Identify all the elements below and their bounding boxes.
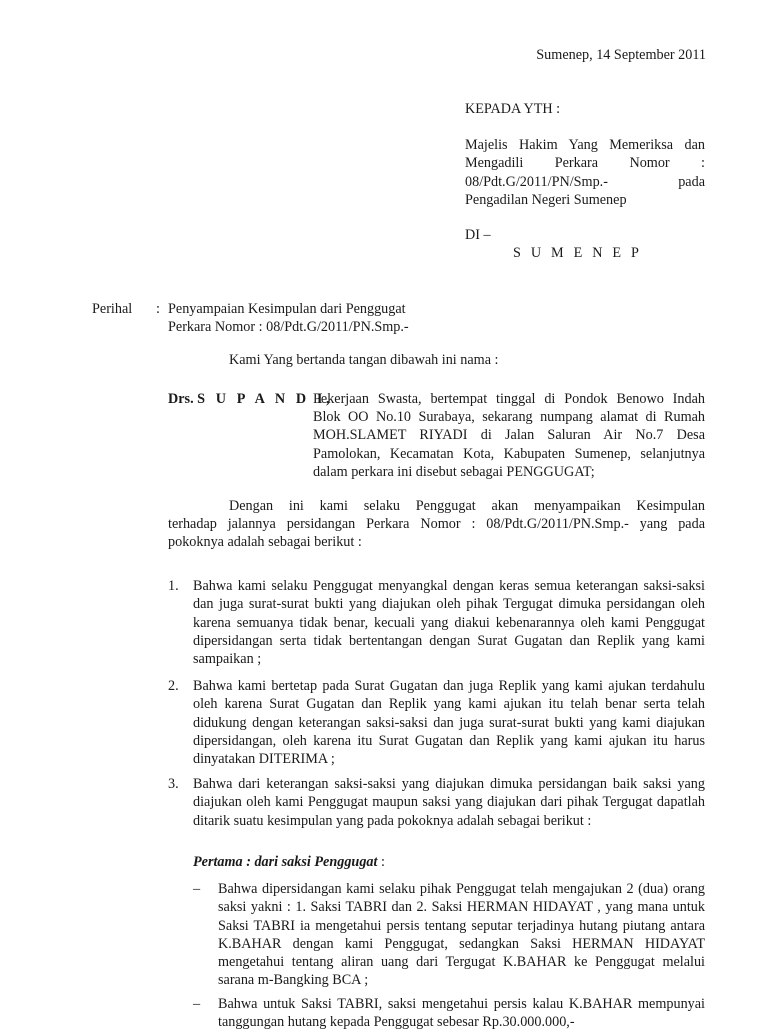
subject-text — [168, 300, 409, 337]
recipient-block — [465, 136, 705, 209]
subsection-heading — [193, 853, 385, 871]
subsection-heading-colon: : — [377, 854, 385, 870]
recipient-line: Mengadili Perkara Nomor : — [465, 155, 705, 172]
party-name — [168, 390, 333, 408]
subject-line: Penyampaian Kesimpulan dari Penggugat — [168, 301, 406, 317]
letter-date: Sumenep, 14 September 2011 — [536, 47, 706, 63]
recipient-line: Pengadilan Negeri Sumenep — [465, 191, 627, 208]
subject-colon: : — [156, 301, 160, 317]
bullet-dash: – — [193, 881, 201, 897]
party-title: Drs. — [168, 391, 194, 407]
bullet-point: Bahwa dipersidangan kami selaku pihak Penggugat telah mengajukan 2 (dua) orang saksi yakni : 1. Saksi TABRI dan 2. Saksi HERMAN HIDAYAT , yang mana untuk Saksi TABRI ia mengetahui persis tentang seputar terjadinya hutang piutang antara K.BAHAR dengan kami Penggugat, sedangkan Saksi HERMAN HIDAYAT mengetahui tentang aliran uang dari Tergugat K.BAHAR ke Penggugat melalui sarana m-Bangking BCA ; — [218, 881, 705, 989]
di-label: DI – — [465, 227, 491, 243]
party-description: Blok OO No.10 Surabaya, sekarang numpang alamat di Rumah MOH.SLAMET RIYADI di Jalan Saluran Air No.7 Desa Pamolokan, Kecamatan Kota, Kabupaten Sumenep, selanjutnya dalam perkara ini disebut sebagai PENGGUGAT; — [313, 409, 705, 480]
party-surname: S U P A N D I, — [197, 391, 334, 407]
party-description-first-line: Pekerjaan Swasta, bertempat tinggal di Pondok Benowo Indah — [313, 391, 705, 407]
recipient-city: S U M E N E P — [513, 245, 643, 261]
recipient-line: 08/Pdt.G/2011/PN/Smp.- pada — [465, 173, 705, 190]
bullet-point: Bahwa untuk Saksi TABRI, saksi mengetahui persis kalau K.BAHAR mempunyai tanggungan hutang kepada Penggugat sebesar Rp.30.000.000,- — [218, 996, 705, 1031]
opening-paragraph: terhadap jalannya persidangan Perkara Nomor : 08/Pdt.G/2011/PN.Smp.- yang pada pokoknya adalah sebagai berikut : — [168, 516, 705, 551]
bullet-dash: – — [193, 996, 201, 1012]
opening-paragraph-first-line: Dengan ini kami selaku Penggugat akan menyampaikan Kesimpulan — [229, 498, 705, 514]
list-item-number: 2. — [168, 678, 179, 694]
list-item-number: 1. — [168, 578, 179, 594]
list-item: Bahwa dari keterangan saksi-saksi yang diajukan dimuka persidangan baik saksi yang diajukan oleh kami Penggugat maupun saksi yang diajukan dari pihak Tergugat dapatlah ditarik suatu kesimpulan yang pada pokoknya adalah sebagai berikut : — [193, 776, 705, 829]
subject-line: Perkara Nomor : 08/Pdt.G/2011/PN.Smp.- — [168, 319, 409, 336]
list-item-number: 3. — [168, 776, 179, 792]
list-item: Bahwa kami bertetap pada Surat Gugatan dan juga Replik yang kami ajukan terdahulu oleh karena Surat Gugatan dan Replik yang kami ajukan itu telah benar serta telah didukung dengan keterangan saksi-saksi dan juga surat-surat bukti yang kami diajukan dipersidangan, oleh karena itu Surat Gugatan dan Replik yang kami ajukan itu harus dinyatakan DITERIMA ; — [193, 678, 705, 768]
subsection-heading-text: Pertama : dari saksi Penggugat — [193, 854, 378, 870]
recipient-line: Majelis Hakim Yang Memeriksa dan — [465, 137, 705, 153]
list-item: Bahwa kami selaku Penggugat menyangkal dengan keras semua keterangan saksi-saksi dan juga surat-surat bukti yang diajukan oleh pihak Tergugat dimuka persidangan oleh karena semuanya tidak benar, kecuali yang diakui kebenarannya oleh kami Penggugat dipersidangan serta tidak bertentangan dengan Surat Gugatan dan Replik yang kami sampaikan ; — [193, 578, 705, 668]
subject-label: Perihal — [92, 301, 133, 317]
intro-sentence: Kami Yang bertanda tangan dibawah ini nama : — [229, 352, 499, 368]
addressee-heading: KEPADA YTH : — [465, 101, 561, 117]
